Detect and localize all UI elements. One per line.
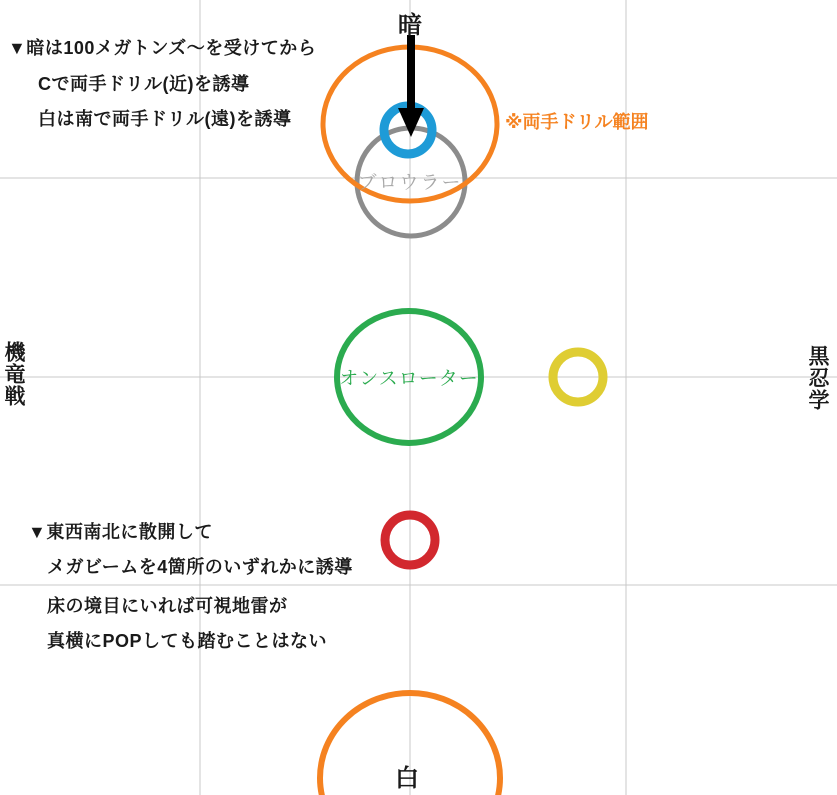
note-bottom-line-2: メガビームを4箇所のいずれかに誘導 [47,557,353,577]
dark-knight-position-label: 暗 [398,12,422,39]
white-mage-position-label: 白 [395,765,419,792]
note-bottom-line-1: ▼東西南北に散開して [28,522,213,542]
note-bottom-line-4: 真横にPOPしても踏むことはない [47,631,328,651]
note-top-line-3: 白は南で両手ドリル(遠)を誘導 [38,109,292,129]
note-top-line-2: Cで両手ドリル(近)を誘導 [38,74,250,94]
west-side-label: 機竜戦 [2,341,26,407]
brawler-label: ブロウラー [357,172,463,194]
east-side-label: 黒忍学 [806,345,830,411]
down-arrow-head [398,108,424,137]
note-bottom-line-3: 床の境目にいれば可視地雷が [47,596,288,616]
down-arrow-shaft [407,35,415,112]
note-top-line-1: ▼暗は100メガトンズ～を受けてから [8,38,317,58]
down-arrow-icon [398,35,424,137]
drill-range-note: ※両手ドリル範囲 [505,112,649,132]
onslaughter-label: オンスローター [339,368,479,390]
